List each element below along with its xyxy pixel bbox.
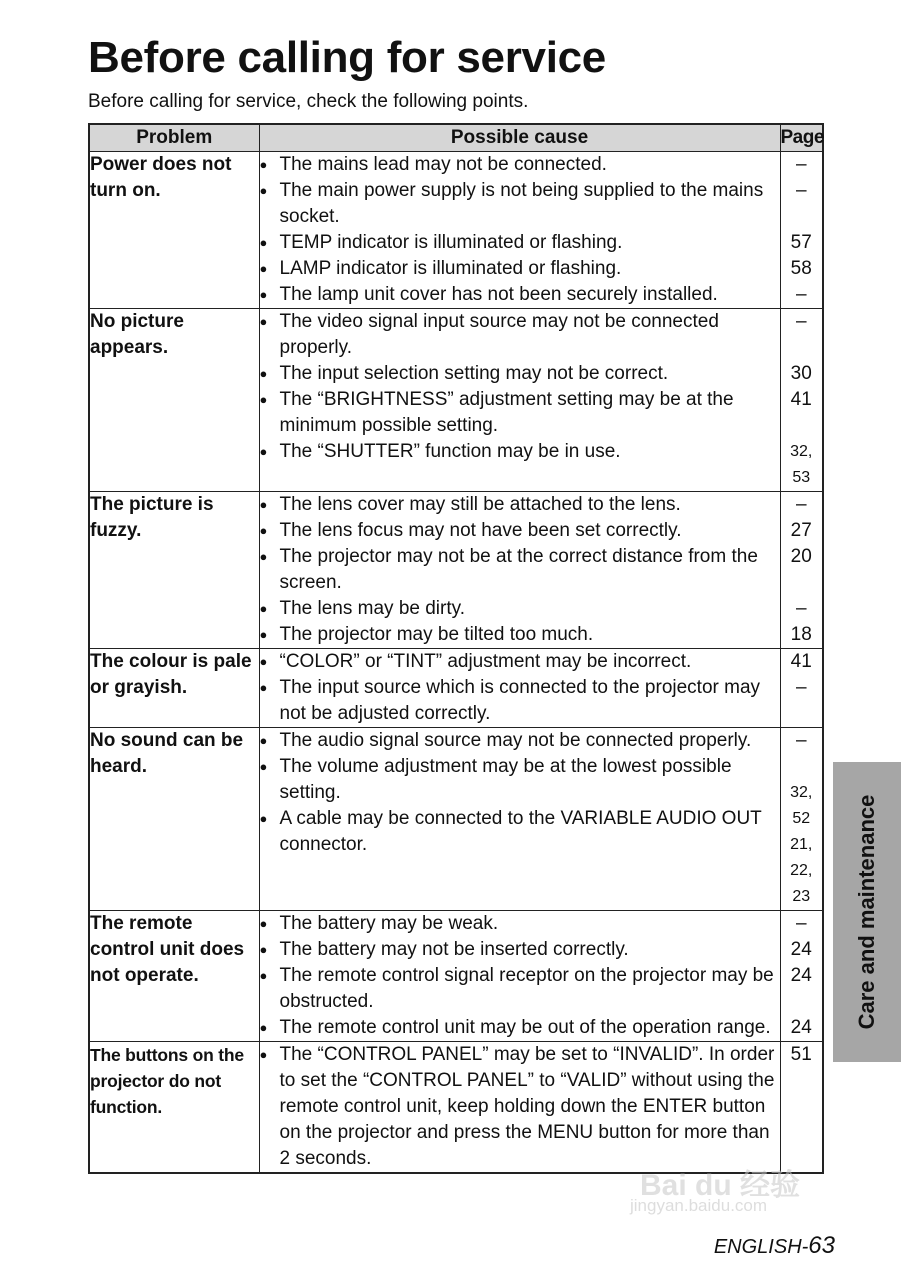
page-ref: – bbox=[795, 913, 807, 934]
page-ref: 24 bbox=[790, 939, 812, 960]
page-number-value: 63 bbox=[808, 1232, 835, 1259]
cause-item: ● The video signal input source may not be connected properly. bbox=[260, 309, 780, 361]
cause-item: ● LAMP indicator is illuminated or flashing. bbox=[260, 256, 780, 282]
page-ref bbox=[781, 204, 823, 230]
cause-item: ● “COLOR” or “TINT” adjustment may be incorrect. bbox=[260, 649, 780, 675]
cause-item: ● The “CONTROL PANEL” may be set to “INVALID”. In order to set the “CONTROL PANEL” to “VALID” without using the remote control unit, keep holding down the ENTER button on the projector and press the MENU button for more than 2 seconds. bbox=[260, 1042, 780, 1172]
cause-item: ● The remote control signal receptor on the projector may be obstructed. bbox=[260, 963, 780, 1015]
problem-cell: No picture appears. bbox=[89, 309, 259, 492]
cause-item: ● A cable may be connected to the VARIABLE AUDIO OUT connector. bbox=[260, 806, 780, 858]
cause-cell bbox=[259, 309, 780, 492]
page-subtitle: Before calling for service, check the following points. bbox=[88, 91, 529, 112]
page-ref: – bbox=[795, 677, 807, 698]
page-ref: 27 bbox=[790, 520, 812, 541]
table-row bbox=[89, 152, 823, 309]
table-row bbox=[89, 649, 823, 728]
page-ref: 41 bbox=[790, 389, 812, 410]
troubleshooting-table bbox=[88, 123, 824, 1174]
cause-cell bbox=[259, 911, 780, 1042]
page-ref bbox=[781, 570, 823, 596]
page-ref: 22, bbox=[790, 862, 813, 879]
page-ref-cell bbox=[780, 649, 823, 728]
cause-item: ● The “SHUTTER” function may be in use. bbox=[260, 439, 780, 465]
page-ref-cell bbox=[780, 1042, 823, 1174]
page-ref: – bbox=[795, 180, 807, 201]
watermark-url: jingyan.baidu.com bbox=[630, 1196, 768, 1215]
page-ref-cell bbox=[780, 152, 823, 309]
page-ref: – bbox=[795, 311, 807, 332]
cause-item: ● The lens may be dirty. bbox=[260, 596, 780, 622]
header-cause: Possible cause bbox=[259, 124, 780, 152]
cause-item: ● The lamp unit cover has not been securely installed. bbox=[260, 282, 780, 308]
page-ref: – bbox=[795, 730, 807, 751]
page-ref: 58 bbox=[790, 258, 812, 279]
page-ref: 32, bbox=[790, 784, 813, 801]
page-ref bbox=[781, 989, 823, 1015]
header-page: Page bbox=[780, 124, 823, 152]
problem-cell: The remote control unit does not operate. bbox=[89, 911, 259, 1042]
page-ref: 18 bbox=[790, 624, 812, 645]
page-ref: 52 bbox=[792, 810, 811, 827]
problem-cell: The buttons on the projector do not function. bbox=[89, 1042, 259, 1174]
cause-cell bbox=[259, 152, 780, 309]
page-ref bbox=[781, 335, 823, 361]
page-ref: 23 bbox=[792, 888, 811, 905]
watermark-logo: Bai du 经验 bbox=[640, 1169, 801, 1202]
cause-item: ● The projector may not be at the correct distance from the screen. bbox=[260, 544, 780, 596]
page-ref: 53 bbox=[792, 469, 811, 486]
page-number-prefix: ENGLISH- bbox=[713, 1236, 809, 1258]
table-row bbox=[89, 728, 823, 911]
cause-item: ● The volume adjustment may be at the lowest possible setting. bbox=[260, 754, 780, 806]
page-ref-cell bbox=[780, 492, 823, 649]
cause-item: ● The mains lead may not be connected. bbox=[260, 152, 780, 178]
page-ref-cell bbox=[780, 911, 823, 1042]
cause-cell bbox=[259, 492, 780, 649]
cause-item: ● TEMP indicator is illuminated or flashing. bbox=[260, 230, 780, 256]
table-row bbox=[89, 911, 823, 1042]
page-ref: 41 bbox=[790, 651, 812, 672]
table-header-row bbox=[89, 124, 823, 152]
cause-item: ● The remote control unit may be out of the operation range. bbox=[260, 1015, 780, 1041]
page-ref: – bbox=[795, 154, 807, 175]
problem-cell: No sound can be heard. bbox=[89, 728, 259, 911]
cause-item: ● The lens cover may still be attached to the lens. bbox=[260, 492, 780, 518]
page-ref-cell bbox=[780, 309, 823, 492]
page-ref: – bbox=[795, 598, 807, 619]
side-tab-label: Care and maintenance bbox=[854, 794, 879, 1030]
page-ref: – bbox=[795, 494, 807, 515]
cause-item: ● The lens focus may not have been set correctly. bbox=[260, 518, 780, 544]
cause-item: ● The audio signal source may not be connected properly. bbox=[260, 728, 780, 754]
cause-cell bbox=[259, 649, 780, 728]
table-row bbox=[89, 1042, 823, 1174]
problem-cell: Power does not turn on. bbox=[89, 152, 259, 309]
header-problem: Problem bbox=[89, 124, 259, 152]
table-row bbox=[89, 309, 823, 492]
table-row bbox=[89, 492, 823, 649]
page-ref: 51 bbox=[790, 1044, 812, 1065]
cause-item: ● The input selection setting may not be correct. bbox=[260, 361, 780, 387]
cause-cell bbox=[259, 1042, 780, 1174]
section-side-tab bbox=[833, 762, 901, 1062]
table-body bbox=[89, 152, 823, 1174]
cause-item: ● The battery may be weak. bbox=[260, 911, 780, 937]
cause-item: ● The battery may not be inserted correctly. bbox=[260, 937, 780, 963]
page-ref: 24 bbox=[790, 1017, 812, 1038]
page-ref bbox=[781, 413, 823, 439]
page-ref: 24 bbox=[790, 965, 812, 986]
page-ref-cell bbox=[780, 728, 823, 911]
problem-cell: The picture is fuzzy. bbox=[89, 492, 259, 649]
page-title: Before calling for service bbox=[88, 33, 606, 82]
cause-item: ● The main power supply is not being supplied to the mains socket. bbox=[260, 178, 780, 230]
page-ref: 32, bbox=[790, 443, 813, 460]
page-ref bbox=[781, 754, 823, 780]
page-ref: 20 bbox=[790, 546, 812, 567]
problem-cell: The colour is pale or grayish. bbox=[89, 649, 259, 728]
page-ref: 21, bbox=[790, 836, 813, 853]
page-number bbox=[714, 1232, 835, 1260]
page-ref: 30 bbox=[790, 363, 812, 384]
cause-item: ● The input source which is connected to the projector may not be adjusted correctly. bbox=[260, 675, 780, 727]
cause-item: ● The projector may be tilted too much. bbox=[260, 622, 780, 648]
cause-item: ● The “BRIGHTNESS” adjustment setting may be at the minimum possible setting. bbox=[260, 387, 780, 439]
troubleshooting-table-container bbox=[88, 123, 822, 1174]
cause-cell bbox=[259, 728, 780, 911]
page-ref: 57 bbox=[790, 232, 812, 253]
page-ref: – bbox=[795, 284, 807, 305]
